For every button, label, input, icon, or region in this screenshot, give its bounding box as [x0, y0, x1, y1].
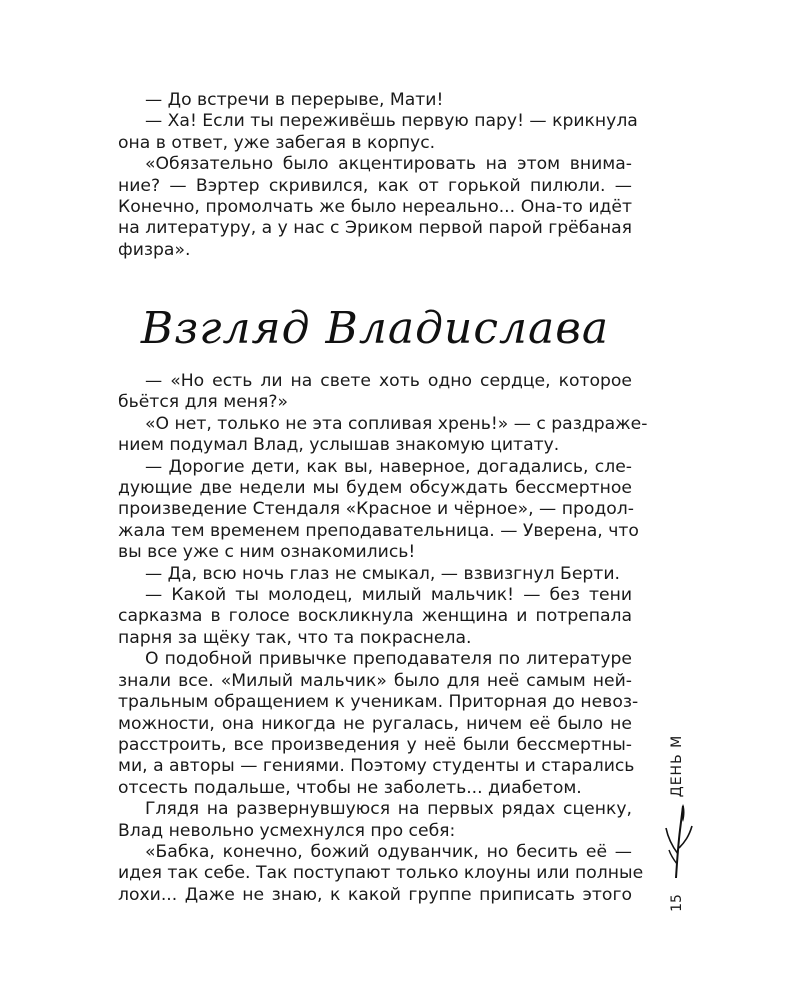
text-line: Конечно, промолчать же было нереально... Она-то идёт — [118, 197, 632, 218]
text-line: — «Но есть ли на свете хоть одно сердце, которое — [145, 371, 632, 391]
paragraph — [118, 154, 632, 261]
chapter-heading: Взгляд Владислава — [140, 303, 610, 354]
text-line: — Да, всю ночь глаз не смыкал, — взвизгнул Берти. — [145, 563, 620, 584]
text-line: физра». — [118, 239, 191, 260]
text-line: жала тем временем преподавательница. — Уверена, что — [118, 520, 639, 541]
text-line: отсесть подальше, чтобы не заболеть... диабетом. — [118, 777, 582, 798]
paragraph — [118, 841, 644, 906]
paragraph — [118, 649, 639, 799]
text-line: ми, а авторы — гениями. Поэтому студенты и старались — [118, 756, 635, 777]
text-line: «О нет, только не эта сопливая хрень!» — с раздраже- — [145, 413, 648, 434]
text-line: на литературу, а у нас с Эриком первой парой грёбаная — [118, 218, 632, 239]
paragraph — [118, 111, 638, 154]
text-line: — Какой ты молодец, милый мальчик! — без тени — [145, 585, 632, 606]
text-line: «Бабка, конечно, божий одуванчик, но бесить её — — [145, 841, 632, 862]
paragraph — [118, 585, 632, 649]
text-line: идея так себе. Так поступают только клоуны или полные — [118, 863, 644, 884]
text-line: парня за щёку так, что та покраснела. — [118, 627, 472, 648]
paragraph — [118, 371, 632, 414]
text-line: «Обязательно было акцентировать на этом внима- — [145, 154, 632, 175]
page-sidebar — [660, 700, 694, 930]
paragraph — [118, 413, 648, 457]
text-line: нием подумал Влад, услышав знакомую цитату. — [118, 435, 560, 456]
text-line: можности, она никогда не ругалась, ничем её было не — [118, 713, 632, 734]
paragraph — [118, 799, 632, 842]
page-number-text: 15 — [669, 894, 685, 912]
text-line: Влад невольно усмехнулся про себя: — [118, 820, 456, 841]
text-line: произведение Стендаля «Красное и чёрное», — продол- — [118, 499, 634, 520]
text-block-2 — [118, 371, 648, 906]
text-line: лохи... Даже не знаю, к какой группе приписать этого — [118, 884, 632, 905]
text-line: ние? — Вэртер скривился, как от горькой пилюли. — — [118, 175, 632, 196]
text-line: она в ответ, уже забегая в корпус. — [118, 132, 436, 153]
text-line: вы все уже с ним ознакомились! — [118, 542, 416, 563]
paragraph — [118, 456, 639, 564]
text-line: тральным обращением к ученикам. Приторная до невоз- — [118, 692, 639, 713]
paragraph — [118, 90, 632, 111]
running-title — [660, 730, 694, 810]
text-line: знали все. «Милый мальчик» было для неё самым ней- — [118, 670, 632, 691]
text-line: расстроить, все произведения у неё были бессмертны- — [118, 734, 632, 755]
text-line: — До встречи в перерыве, Мати! — [145, 90, 444, 110]
text-line: дующие две недели мы будем обсуждать бессмертное — [118, 478, 632, 499]
running-title-text: ДЕНЬ М — [669, 734, 685, 798]
text-line: сарказма в голосе воскликнула женщина и потрепала — [118, 606, 632, 627]
paragraph — [118, 564, 632, 585]
text-line: бьётся для меня?» — [118, 392, 288, 413]
page-number — [660, 885, 694, 925]
text-block-1 — [118, 90, 638, 261]
text-line: — Дорогие дети, как вы, наверное, догадались, сле- — [145, 456, 632, 477]
text-line: О подобной привычке преподавателя по литературе — [145, 649, 632, 670]
reed-ornament-icon — [662, 802, 694, 880]
text-line: — Ха! Если ты переживёшь первую пару! — крикнула — [145, 111, 638, 132]
text-line: Глядя на развернувшуюся на первых рядах сценку, — [145, 799, 632, 820]
